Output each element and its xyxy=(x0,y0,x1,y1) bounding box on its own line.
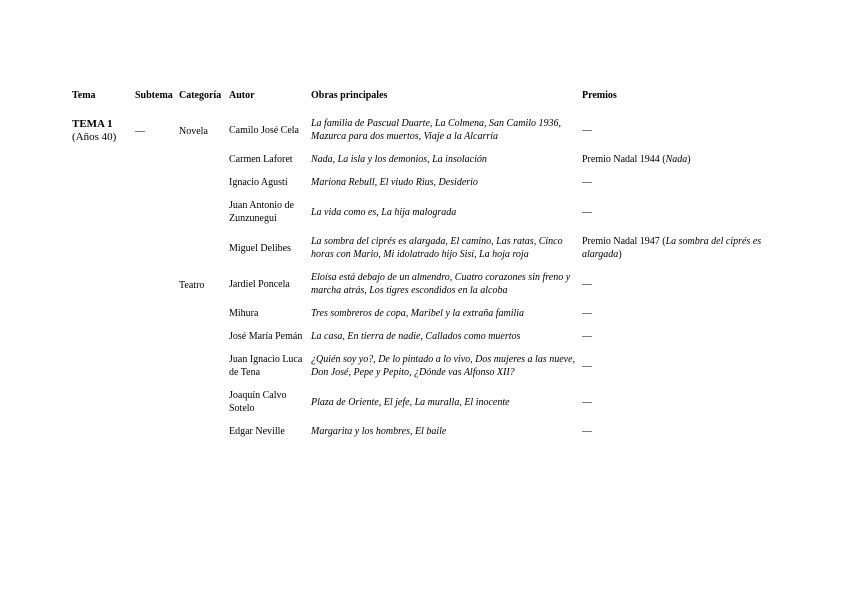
author-cell: Carmen Laforet xyxy=(229,154,293,165)
header-categoria: Categoría xyxy=(179,90,222,101)
works-cell: Mariona Rebull, El viudo Rius, Desiderio xyxy=(311,177,478,188)
prize-prefix: Premio Nadal 1944 ( xyxy=(582,154,666,165)
works-cell: La vida como es, La hija malograda xyxy=(311,206,457,218)
table-row xyxy=(72,266,782,302)
author-cell: Camilo José Cela xyxy=(229,124,299,136)
prize-cell: — xyxy=(582,331,592,342)
tema-cell xyxy=(72,112,135,443)
prize-cell: — xyxy=(582,206,592,218)
header-subtema: Subtema xyxy=(135,90,173,101)
works-cell: Tres sombreros de copa, Maribel y la extraña familia xyxy=(311,308,525,319)
prize-cell: — xyxy=(582,308,592,319)
header-obras: Obras principales xyxy=(311,90,388,101)
header-tema: Tema xyxy=(72,90,96,101)
author-cell: Mihura xyxy=(229,308,259,319)
author-cell: Juan Ignacio Luca de Tena xyxy=(229,354,303,378)
header-row xyxy=(72,86,782,112)
subtema-cell: — xyxy=(135,126,145,137)
header-premios: Premios xyxy=(582,90,617,101)
prize-suffix: ) xyxy=(618,249,622,260)
prize-cell: — xyxy=(582,360,592,372)
category-teatro: Teatro xyxy=(179,280,205,291)
table-row xyxy=(72,112,782,148)
author-cell: Miguel Delibes xyxy=(229,242,291,254)
author-cell: Edgar Neville xyxy=(229,426,285,437)
works-cell: La sombra del ciprés es alargada, El camino, Las ratas, Cinco horas con Mario, Mi idolatrado hijo Sisí, La hoja roja xyxy=(311,236,563,260)
works-cell: Plaza de Oriente, El jefe, La muralla, El inocente xyxy=(311,396,510,408)
works-cell: ¿Quién soy yo?, De lo pintado a lo vivo, Dos mujeres a las nueve, Don José, Pepe y Pepito, ¿Dónde vas Alfonso XII? xyxy=(311,354,576,378)
works-cell: Nada, La isla y los demonios, La insolación xyxy=(311,154,487,165)
prize-cell xyxy=(582,230,782,266)
prize-prefix: Premio Nadal 1947 ( xyxy=(582,236,666,247)
prize-work: La sombra del ciprés es alargada xyxy=(582,236,762,260)
works-cell: La familia de Pascual Duarte, La Colmena, San Camilo 1936, Mazurca para dos muertos, Viaje a la Alcarria xyxy=(311,118,561,142)
header-autor: Autor xyxy=(229,90,255,101)
author-cell: Joaquín Calvo Sotelo xyxy=(229,390,287,414)
prize-cell: — xyxy=(582,396,592,408)
works-cell: Margarita y los hombres, El baile xyxy=(311,426,447,437)
works-cell: La casa, En tierra de nadie, Callados como muertos xyxy=(311,331,521,342)
category-novela: Novela xyxy=(179,126,208,137)
prize-work: Nada xyxy=(665,154,688,165)
tema-number: TEMA 1 xyxy=(72,118,113,130)
prize-cell: — xyxy=(582,124,592,136)
works-cell: Eloísa está debajo de un almendro, Cuatro corazones sin freno y marcha atrás, Los tigres escondidos en la alcoba xyxy=(311,272,571,296)
author-cell: Juan Antonio de Zunzunegui xyxy=(229,200,294,224)
prize-suffix: ) xyxy=(687,154,691,165)
prize-cell: — xyxy=(582,278,592,290)
prize-cell xyxy=(582,148,782,171)
prize-cell: — xyxy=(582,177,592,188)
author-cell: José María Pemán xyxy=(229,331,303,342)
prize-cell: — xyxy=(582,426,592,437)
author-cell: Jardiel Poncela xyxy=(229,278,290,290)
author-cell: Ignacio Agustí xyxy=(229,177,288,188)
literature-table xyxy=(72,86,782,443)
tema-years: (Años 40) xyxy=(72,131,117,143)
